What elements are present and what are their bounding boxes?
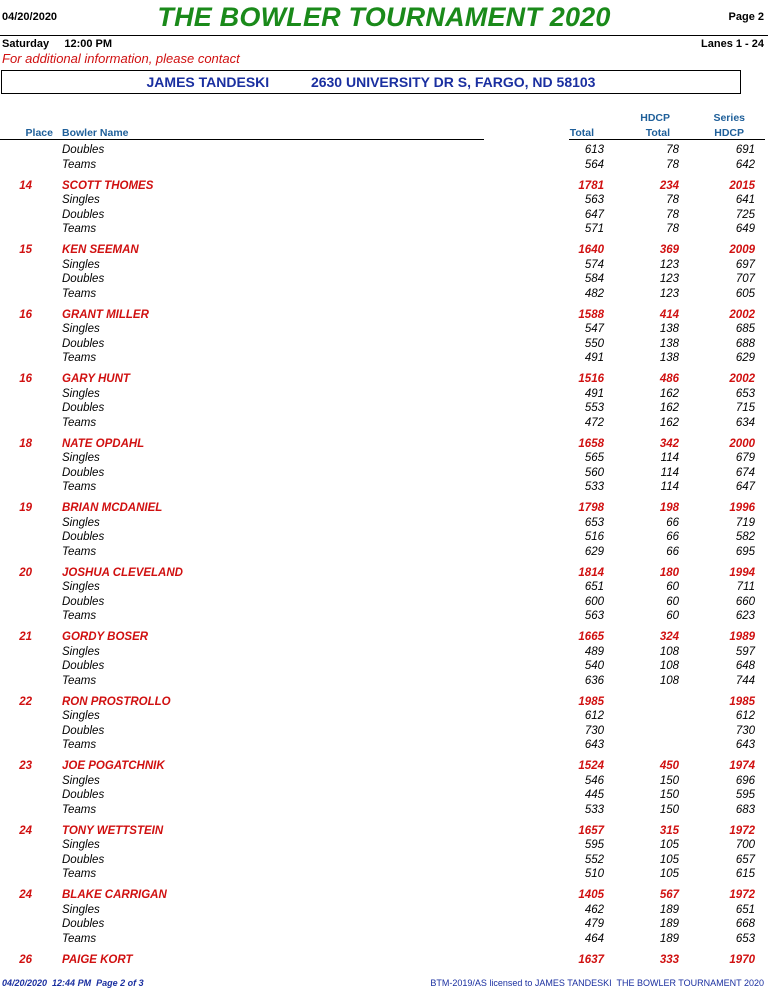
event-name: Teams (62, 158, 97, 171)
bowler-total: 1814 (578, 566, 604, 579)
event-total: 479 (584, 918, 604, 930)
bowler-name: NATE OPDAHL (62, 437, 145, 450)
event-row (0, 287, 768, 302)
event-series: 711 (736, 581, 755, 593)
event-name: Teams (62, 416, 97, 429)
event-hdcp: 150 (659, 803, 679, 816)
bowler-hdcp: 486 (659, 373, 679, 385)
bowler-series: 2000 (729, 437, 755, 450)
event-name: Doubles (62, 402, 105, 414)
event-name: Teams (62, 352, 97, 364)
results-table (0, 143, 768, 967)
event-row (0, 480, 768, 495)
col-name-header: Bowler Name (62, 127, 129, 139)
bowler-row (0, 501, 768, 516)
bowler-total: 1985 (578, 695, 604, 708)
event-name: Doubles (62, 208, 105, 221)
event-row (0, 451, 768, 466)
event-total: 595 (584, 839, 604, 851)
event-row (0, 401, 768, 416)
event-name: Teams (62, 545, 97, 558)
bowler-total: 1798 (578, 502, 604, 514)
event-name: Singles (62, 903, 100, 916)
event-row (0, 774, 768, 789)
bowler-series: 1985 (729, 695, 755, 708)
event-hdcp: 105 (659, 868, 679, 880)
event-total: 571 (584, 223, 604, 235)
event-row (0, 595, 768, 610)
bowler-row (0, 437, 768, 452)
bowler-row (0, 759, 768, 774)
event-row (0, 516, 768, 531)
event-series: 660 (735, 595, 755, 608)
bowler-hdcp: 567 (659, 889, 679, 901)
header-divider (0, 35, 768, 36)
bowler-total: 1781 (578, 179, 604, 192)
bowler-place: 18 (19, 437, 32, 450)
event-series: 615 (735, 868, 755, 880)
event-row (0, 645, 768, 660)
event-series: 719 (735, 516, 755, 529)
event-series: 674 (735, 466, 755, 479)
event-series: 683 (735, 803, 755, 816)
event-series: 612 (735, 710, 755, 722)
event-name: Teams (62, 932, 97, 945)
event-total: 600 (584, 595, 604, 608)
bowler-name: JOSHUA CLEVELAND (62, 566, 183, 579)
bowler-row (0, 630, 768, 645)
event-total: 636 (584, 674, 604, 687)
event-series: 595 (735, 789, 755, 801)
bowler-name: BLAKE CARRIGAN (62, 889, 167, 901)
event-series: 629 (735, 352, 755, 364)
bowler-place: 24 (19, 889, 32, 901)
bowler-row (0, 888, 768, 903)
event-name: Doubles (62, 918, 105, 930)
event-hdcp: 114 (660, 481, 679, 493)
event-row (0, 932, 768, 947)
bowler-name: GARY HUNT (62, 373, 130, 385)
event-row (0, 208, 768, 223)
event-name: Doubles (62, 853, 105, 866)
event-row (0, 738, 768, 753)
event-name: Singles (62, 194, 100, 206)
report-date: 04/20/2020 (2, 11, 58, 23)
event-hdcp: 114 (660, 452, 679, 464)
event-row (0, 709, 768, 724)
bowler-row (0, 372, 768, 387)
event-total: 629 (584, 545, 604, 558)
event-total: 563 (584, 610, 604, 622)
bowler-hdcp: 198 (659, 502, 679, 514)
event-name: Teams (62, 223, 97, 235)
bowler-row (0, 179, 768, 194)
bowler-series: 1974 (729, 760, 755, 772)
event-total: 510 (584, 868, 604, 880)
col-series-header-bottom: HDCP (714, 127, 744, 139)
event-total: 565 (584, 452, 604, 464)
event-total: 462 (584, 903, 604, 916)
event-hdcp: 108 (659, 660, 679, 672)
event-total: 491 (584, 387, 604, 400)
event-total: 533 (584, 481, 604, 493)
column-divider-left (0, 139, 484, 140)
event-row (0, 580, 768, 595)
bowler-name: KEN SEEMAN (62, 244, 139, 256)
bowler-hdcp: 369 (659, 244, 679, 256)
event-total: 491 (584, 352, 604, 364)
event-hdcp: 162 (659, 416, 679, 429)
event-total: 550 (584, 337, 604, 350)
event-series: 651 (735, 903, 755, 916)
event-row (0, 724, 768, 739)
bowler-name: JOE POGATCHNIK (62, 760, 165, 772)
contact-info-label: For additional information, please contact (2, 51, 240, 66)
event-hdcp: 105 (659, 853, 679, 866)
event-name: Doubles (62, 595, 105, 608)
event-hdcp: 78 (666, 208, 679, 221)
event-total: 546 (584, 774, 604, 787)
event-name: Teams (62, 610, 97, 622)
bowler-series: 2002 (729, 308, 755, 321)
event-row (0, 387, 768, 402)
event-hdcp: 123 (659, 273, 679, 285)
event-hdcp: 189 (659, 903, 679, 916)
event-name: Teams (62, 739, 97, 751)
event-row (0, 272, 768, 287)
event-total: 563 (584, 194, 604, 206)
bowler-hdcp: 333 (659, 953, 679, 966)
event-total: 560 (584, 466, 604, 479)
col-total-header: Total (569, 127, 594, 139)
event-total: 574 (584, 258, 604, 271)
event-name: Singles (62, 774, 100, 787)
event-name: Doubles (62, 337, 105, 350)
event-name: Doubles (62, 789, 105, 801)
event-row (0, 903, 768, 918)
event-hdcp: 123 (659, 287, 679, 300)
event-name: Doubles (62, 273, 105, 285)
bowler-series: 1970 (729, 953, 755, 966)
bowler-series: 1972 (729, 889, 755, 901)
bowler-hdcp: 324 (659, 631, 679, 643)
event-total: 653 (584, 516, 604, 529)
event-name: Teams (62, 868, 97, 880)
column-divider-right (569, 139, 765, 140)
event-row (0, 143, 768, 158)
event-name: Singles (62, 258, 100, 271)
bowler-place: 19 (19, 502, 32, 514)
event-series: 649 (735, 223, 755, 235)
event-name: Singles (62, 581, 100, 593)
event-series: 653 (735, 387, 755, 400)
bowler-row (0, 695, 768, 710)
event-hdcp: 150 (659, 789, 679, 801)
event-name: Singles (62, 387, 100, 400)
event-hdcp: 66 (666, 516, 679, 529)
footer-timestamp: 04/20/2020 12:44 PM Page 2 of 3 (2, 978, 144, 988)
bowler-total: 1665 (578, 631, 604, 643)
col-series-header-top: Series (713, 112, 745, 124)
bowler-place: 23 (19, 760, 32, 772)
event-hdcp: 108 (659, 645, 679, 658)
event-total: 552 (584, 853, 604, 866)
event-hdcp: 123 (659, 258, 679, 271)
event-name: Teams (62, 803, 97, 816)
bowler-hdcp: 414 (659, 308, 679, 321)
event-series: 634 (735, 416, 755, 429)
bowler-name: TONY WETTSTEIN (62, 824, 164, 837)
event-row (0, 659, 768, 674)
event-hdcp: 66 (666, 531, 679, 543)
event-name: Doubles (62, 144, 105, 156)
event-name: Doubles (62, 531, 105, 543)
col-hdcp-header-top: HDCP (640, 112, 670, 124)
event-row (0, 853, 768, 868)
event-row (0, 322, 768, 337)
event-series: 730 (735, 724, 755, 737)
bowler-place: 26 (19, 953, 32, 966)
event-series: 715 (735, 402, 755, 414)
event-row (0, 158, 768, 173)
event-hdcp: 78 (666, 144, 679, 156)
bowler-series: 2009 (729, 244, 755, 256)
event-name: Teams (62, 481, 97, 493)
event-hdcp: 60 (666, 581, 679, 593)
event-row (0, 788, 768, 803)
event-hdcp: 78 (666, 223, 679, 235)
event-row (0, 193, 768, 208)
event-series: 679 (735, 452, 755, 464)
event-hdcp: 162 (659, 402, 679, 414)
event-total: 489 (584, 645, 604, 658)
bowler-row (0, 243, 768, 258)
event-hdcp: 60 (666, 595, 679, 608)
bowler-name: RON PROSTROLLO (62, 695, 171, 708)
event-series: 668 (735, 918, 755, 930)
event-hdcp: 162 (659, 387, 679, 400)
event-series: 643 (735, 739, 755, 751)
event-hdcp: 105 (659, 839, 679, 851)
event-series: 623 (735, 610, 755, 622)
bowler-place: 15 (19, 244, 32, 256)
event-row (0, 337, 768, 352)
event-hdcp: 108 (659, 674, 679, 687)
lanes-range: Lanes 1 - 24 (701, 38, 764, 50)
event-hdcp: 60 (666, 610, 679, 622)
bowler-total: 1640 (578, 244, 604, 256)
event-hdcp: 66 (666, 545, 679, 558)
event-total: 643 (584, 739, 604, 751)
event-series: 641 (735, 194, 755, 206)
event-row (0, 530, 768, 545)
event-series: 642 (735, 158, 755, 171)
bowler-place: 21 (19, 631, 32, 643)
bowler-series: 1996 (729, 502, 755, 514)
contact-name: JAMES TANDESKI (146, 74, 270, 90)
event-total: 533 (584, 803, 604, 816)
bowler-hdcp: 342 (659, 437, 679, 450)
event-series: 647 (735, 481, 755, 493)
col-hdcp-header-bottom: Total (645, 127, 670, 139)
event-row (0, 917, 768, 932)
event-name: Doubles (62, 466, 105, 479)
event-series: 744 (735, 674, 755, 687)
event-total: 445 (584, 789, 604, 801)
event-total: 647 (584, 208, 604, 221)
event-name: Singles (62, 839, 100, 851)
bowler-series: 2002 (729, 373, 755, 385)
event-total: 464 (584, 932, 604, 945)
bowler-total: 1657 (578, 824, 604, 837)
event-total: 516 (584, 531, 604, 543)
bowler-place: 16 (19, 373, 32, 385)
bowler-total: 1588 (578, 308, 604, 321)
event-hdcp: 138 (659, 323, 679, 335)
event-row (0, 803, 768, 818)
bowler-series: 1994 (729, 566, 755, 579)
event-row (0, 867, 768, 882)
bowler-row (0, 566, 768, 581)
event-series: 688 (735, 337, 755, 350)
event-row (0, 466, 768, 481)
event-series: 657 (735, 853, 755, 866)
event-name: Singles (62, 710, 100, 722)
bowler-hdcp: 450 (659, 760, 679, 772)
event-name: Singles (62, 516, 100, 529)
event-row (0, 838, 768, 853)
bowler-place: 22 (19, 695, 32, 708)
event-total: 547 (584, 323, 604, 335)
bowler-series: 1972 (729, 824, 755, 837)
bowler-hdcp: 234 (659, 179, 679, 192)
event-series: 696 (735, 774, 755, 787)
event-series: 653 (735, 932, 755, 945)
event-total: 472 (584, 416, 604, 429)
event-series: 697 (735, 258, 755, 271)
bowler-total: 1405 (578, 889, 604, 901)
bowler-place: 24 (19, 824, 32, 837)
event-total: 651 (584, 581, 604, 593)
bowler-total: 1637 (578, 953, 604, 966)
bowler-name: PAIGE KORT (62, 953, 133, 966)
contact-box (1, 70, 741, 94)
event-total: 613 (584, 144, 604, 156)
bowler-hdcp: 315 (659, 824, 679, 837)
bowler-place: 14 (19, 179, 32, 192)
bowler-total: 1524 (578, 760, 604, 772)
event-row (0, 609, 768, 624)
event-row (0, 258, 768, 273)
footer-license: BTM-2019/AS licensed to JAMES TANDESKI THE BOWLER TOURNAMENT 2020 (430, 978, 764, 988)
event-hdcp: 189 (659, 918, 679, 930)
event-row (0, 351, 768, 366)
page-number: Page 2 (728, 11, 764, 23)
event-total: 482 (584, 287, 604, 300)
event-hdcp: 78 (666, 158, 679, 171)
report-title: THE BOWLER TOURNAMENT 2020 (157, 2, 611, 32)
bowler-row (0, 308, 768, 323)
event-name: Singles (62, 452, 100, 464)
event-total: 612 (584, 710, 604, 722)
event-series: 582 (735, 531, 755, 543)
bowler-name: GRANT MILLER (62, 308, 149, 321)
event-total: 584 (584, 273, 604, 285)
event-total: 540 (584, 660, 604, 672)
event-hdcp: 138 (659, 337, 679, 350)
event-series: 695 (735, 545, 755, 558)
event-series: 725 (735, 208, 755, 221)
event-name: Singles (62, 323, 100, 335)
event-row (0, 222, 768, 237)
bowler-name: BRIAN MCDANIEL (62, 502, 163, 514)
event-name: Singles (62, 645, 100, 658)
event-series: 597 (735, 645, 755, 658)
bowler-total: 1516 (578, 373, 604, 385)
bowler-series: 2015 (729, 179, 755, 192)
col-place-header: Place (25, 127, 53, 139)
event-day-time: Saturday 12:00 PM (2, 38, 113, 50)
event-row (0, 416, 768, 431)
bowler-name: GORDY BOSER (62, 631, 149, 643)
event-series: 685 (735, 323, 755, 335)
event-row (0, 674, 768, 689)
bowler-place: 20 (19, 566, 32, 579)
event-name: Teams (62, 674, 97, 687)
event-hdcp: 114 (660, 466, 679, 479)
bowler-total: 1658 (578, 437, 604, 450)
event-series: 700 (735, 839, 755, 851)
event-hdcp: 138 (659, 352, 679, 364)
event-hdcp: 189 (659, 932, 679, 945)
event-name: Doubles (62, 724, 105, 737)
event-row (0, 545, 768, 560)
event-series: 707 (735, 273, 755, 285)
event-total: 553 (584, 402, 604, 414)
event-hdcp: 150 (659, 774, 679, 787)
bowler-hdcp: 180 (659, 566, 679, 579)
event-series: 691 (735, 144, 755, 156)
bowler-row (0, 824, 768, 839)
event-series: 648 (735, 660, 755, 672)
event-name: Teams (62, 287, 97, 300)
contact-address: 2630 UNIVERSITY DR S, FARGO, ND 58103 (310, 74, 596, 90)
bowler-row (0, 953, 768, 968)
event-series: 605 (735, 287, 755, 300)
event-total: 730 (584, 724, 604, 737)
bowler-name: SCOTT THOMES (62, 179, 154, 192)
event-total: 564 (584, 158, 604, 171)
event-hdcp: 78 (666, 194, 679, 206)
event-name: Doubles (62, 660, 105, 672)
bowler-place: 16 (19, 308, 32, 321)
bowler-series: 1989 (729, 631, 755, 643)
